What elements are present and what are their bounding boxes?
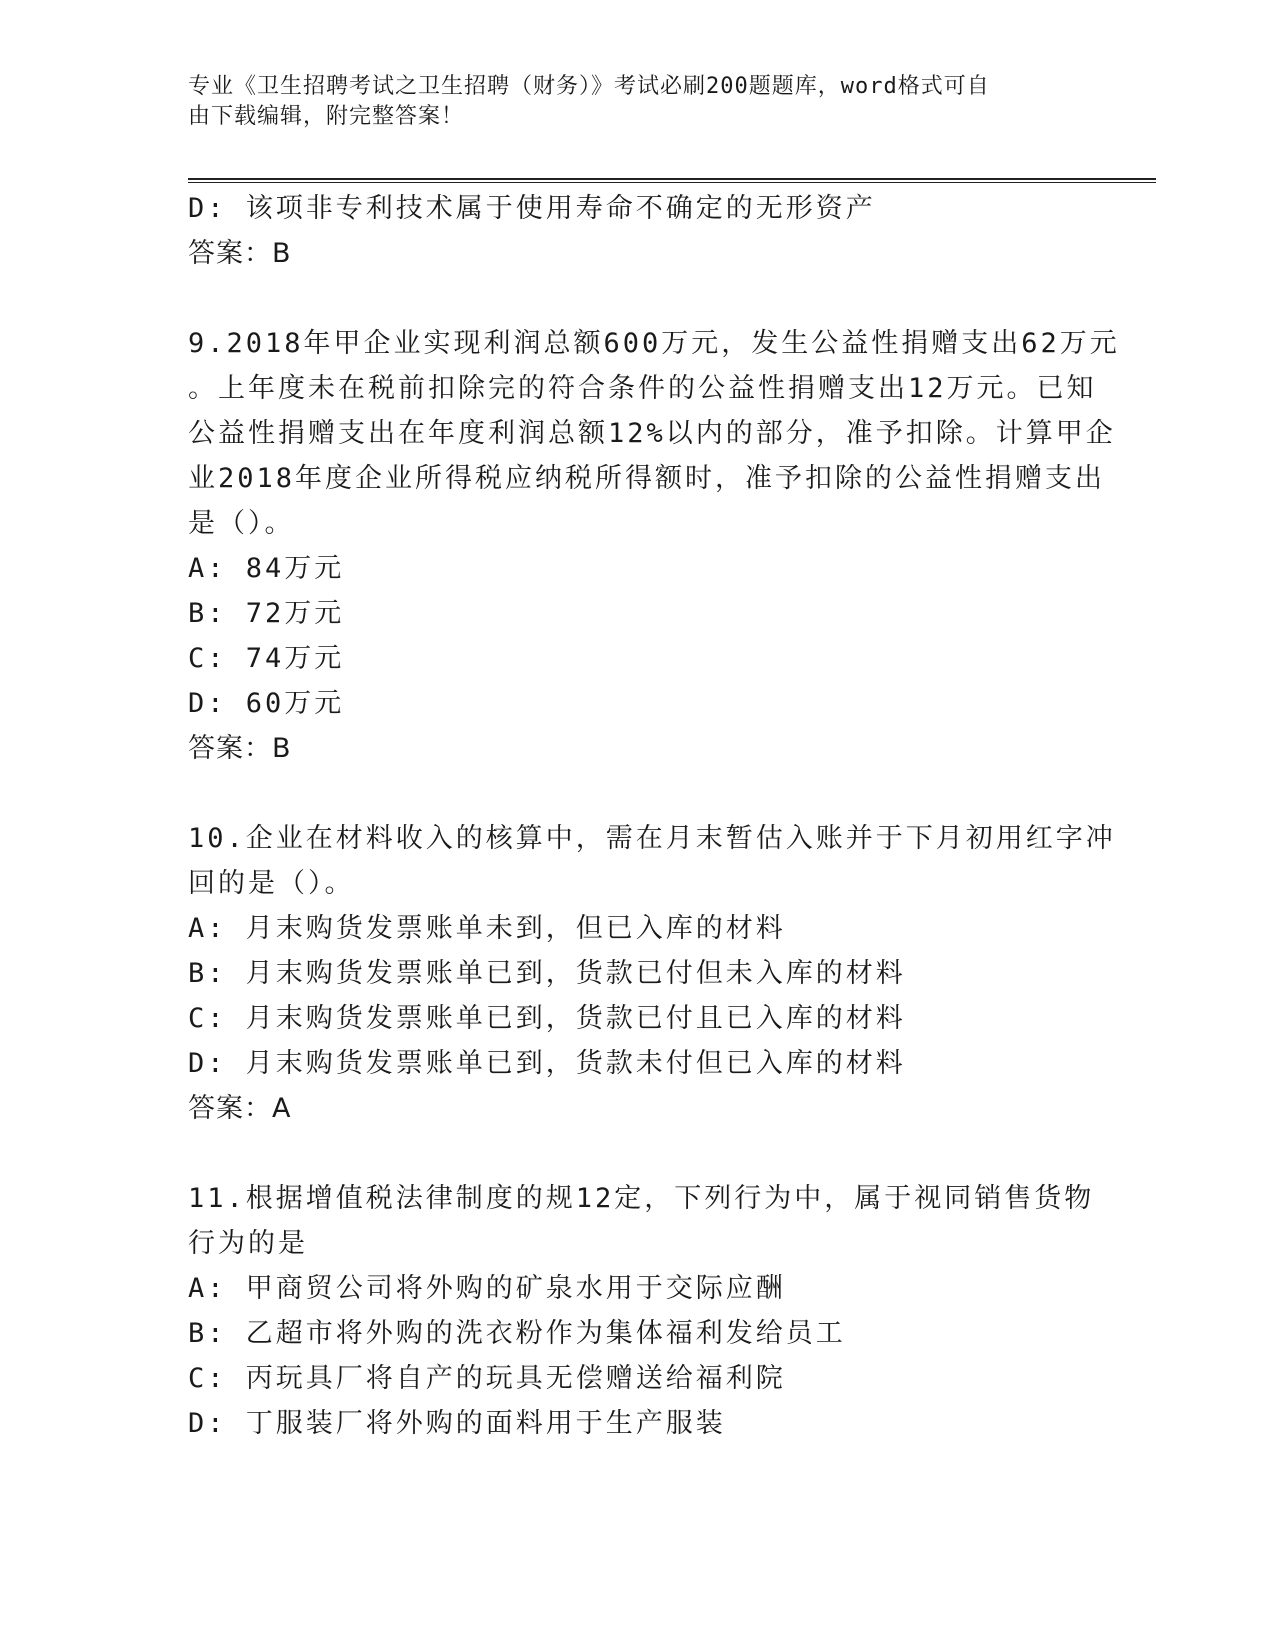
question-11-option-a: A: 甲商贸公司将外购的矿泉水用于交际应酬 — [188, 1273, 786, 1304]
prev-answer: 答案：B — [188, 238, 292, 269]
header-divider — [188, 178, 1156, 183]
question-content — [188, 186, 1120, 1446]
question-9-option-a: A: 84万元 — [188, 553, 345, 584]
question-10-option-a: A: 月末购货发票账单未到，但已入库的材料 — [188, 913, 786, 944]
question-9-stem-line-4: 业2018年度企业所得税应纳税所得额时，准予扣除的公益性捐赠支出 — [188, 463, 1106, 494]
question-9-stem-line-1: 9.2018年甲企业实现利润总额600万元，发生公益性捐赠支出62万元 — [188, 328, 1120, 359]
question-11-option-c: C: 丙玩具厂将自产的玩具无偿赠送给福利院 — [188, 1363, 786, 1394]
question-11 — [188, 1176, 1095, 1446]
question-9-option-b: B: 72万元 — [188, 598, 345, 629]
question-9-option-d: D: 60万元 — [188, 688, 345, 719]
question-9-answer: 答案：B — [188, 733, 292, 764]
page-header — [188, 72, 1088, 132]
spacer — [188, 771, 1088, 816]
question-9-stem-line-2: 。上年度未在税前扣除完的符合条件的公益性捐赠支出12万元。已知 — [188, 373, 1097, 404]
question-10-option-d: D: 月末购货发票账单已到，货款未付但已入库的材料 — [188, 1048, 906, 1079]
question-11-stem-line-2: 行为的是 — [188, 1228, 308, 1259]
question-11-option-d: D: 丁服装厂将外购的面料用于生产服装 — [188, 1408, 726, 1439]
question-10 — [188, 816, 1116, 1131]
question-10-stem-line-1: 10.企业在材料收入的核算中，需在月末暂估入账并于下月初用红字冲 — [188, 823, 1116, 854]
spacer — [188, 1131, 1088, 1176]
prev-option-d: D: 该项非专利技术属于使用寿命不确定的无形资产 — [188, 193, 876, 224]
header-line-2: 由下载编辑，附完整答案！ — [188, 104, 465, 129]
question-10-answer: 答案：A — [188, 1093, 292, 1124]
question-11-stem-line-1: 11.根据增值税法律制度的规12定，下列行为中，属于视同销售货物 — [188, 1183, 1095, 1214]
question-9-option-c: C: 74万元 — [188, 643, 345, 674]
question-9 — [188, 321, 1120, 771]
question-10-stem-line-2: 回的是（）。 — [188, 868, 355, 899]
question-9-stem-line-5: 是（）。 — [188, 508, 295, 539]
spacer — [188, 276, 1088, 321]
header-line-1: 专业《卫生招聘考试之卫生招聘（财务）》考试必刷200题题库，word格式可自 — [188, 74, 990, 99]
question-10-option-b: B: 月末购货发票账单已到，货款已付但未入库的材料 — [188, 958, 906, 989]
question-10-option-c: C: 月末购货发票账单已到，货款已付且已入库的材料 — [188, 1003, 906, 1034]
question-11-option-b: B: 乙超市将外购的洗衣粉作为集体福利发给员工 — [188, 1318, 846, 1349]
question-9-stem-line-3: 公益性捐赠支出在年度利润总额12%以内的部分，准予扣除。计算甲企 — [188, 418, 1116, 449]
